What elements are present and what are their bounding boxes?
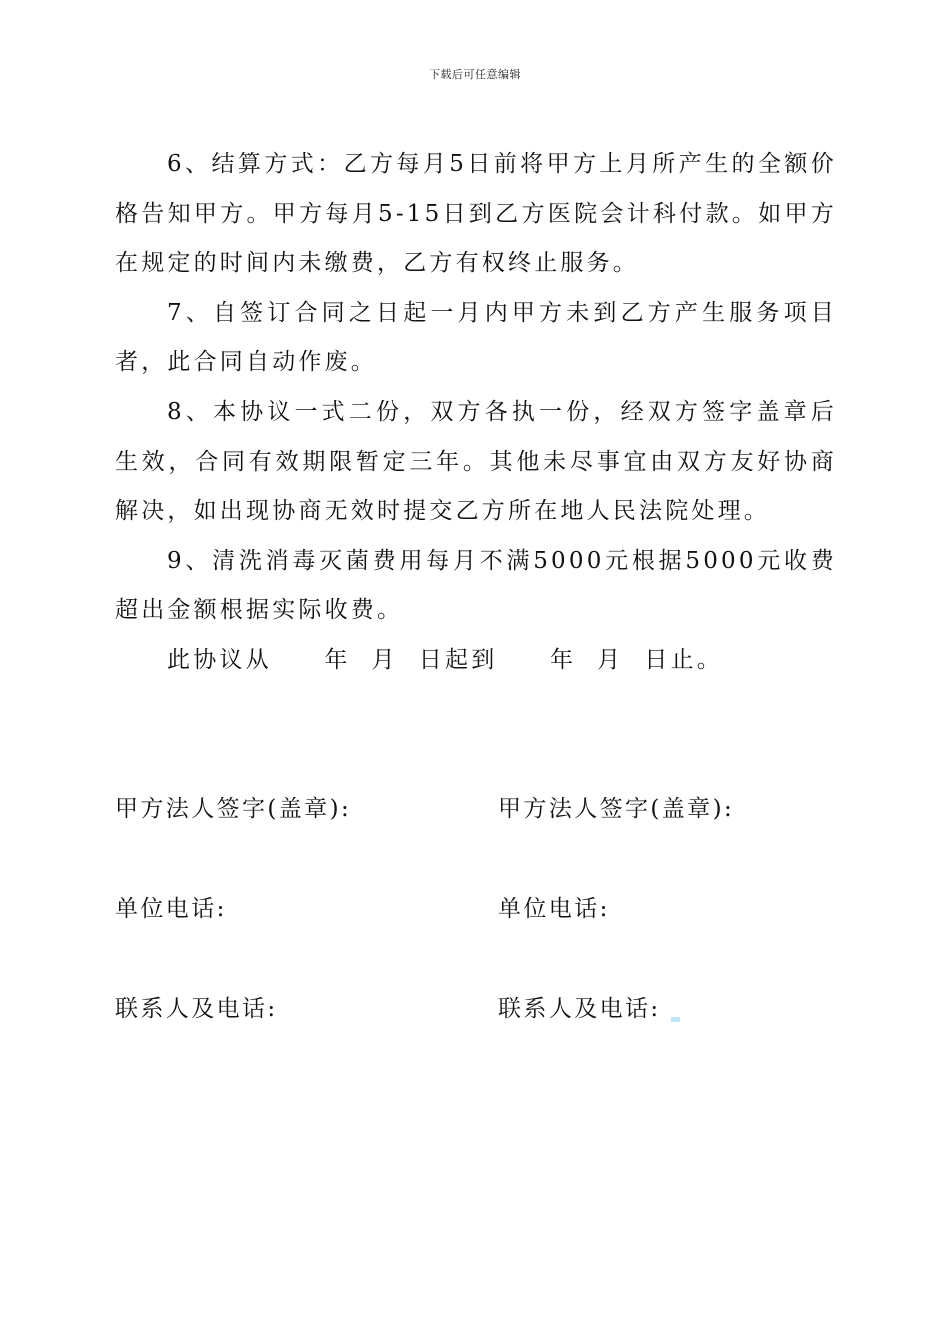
party-b-contact-cell [498, 990, 680, 1023]
highlight-mark [671, 1017, 680, 1022]
contact-row [115, 990, 837, 1030]
signature-row [115, 790, 837, 830]
phone-row [115, 890, 837, 930]
party-b-signature-label: 甲方法人签字(盖章): [498, 796, 735, 822]
party-a-phone-label: 单位电话: [115, 896, 227, 922]
party-a-contact-label: 联系人及电话: [115, 996, 278, 1022]
clause-8: 8、本协议一式二份，双方各执一份，经双方签字盖章后生效，合同有效期限暂定三年。其他未尽事宜由双方友好协商解决，如出现协商无效时提交乙方所在地人民法院处理。 [115, 398, 837, 525]
party-b-phone-label: 单位电话: [498, 896, 610, 922]
contract-body [115, 140, 837, 686]
party-b-contact-label: 联系人及电话: [498, 996, 661, 1022]
clause-9: 9、清洗消毒灭菌费用每月不满5000元根据5000元收费超出金额根据实际收费。 [115, 547, 837, 624]
clause-7: 7、自签订合同之日起一月内甲方未到乙方产生服务项目者，此合同自动作废。 [115, 299, 837, 376]
agreement-period-line: 此协议从 年 月 日起到 年 月 日止。 [167, 646, 723, 673]
party-a-signature-label: 甲方法人签字(盖章): [115, 796, 352, 822]
header-note: 下载后可任意编辑 [429, 68, 521, 81]
clause-6: 6、结算方式：乙方每月5日前将甲方上月所产生的全额价格告知甲方。甲方每月5-15日到乙方医院会计科付款。如甲方在规定的时间内未缴费，乙方有权终止服务。 [115, 151, 837, 277]
